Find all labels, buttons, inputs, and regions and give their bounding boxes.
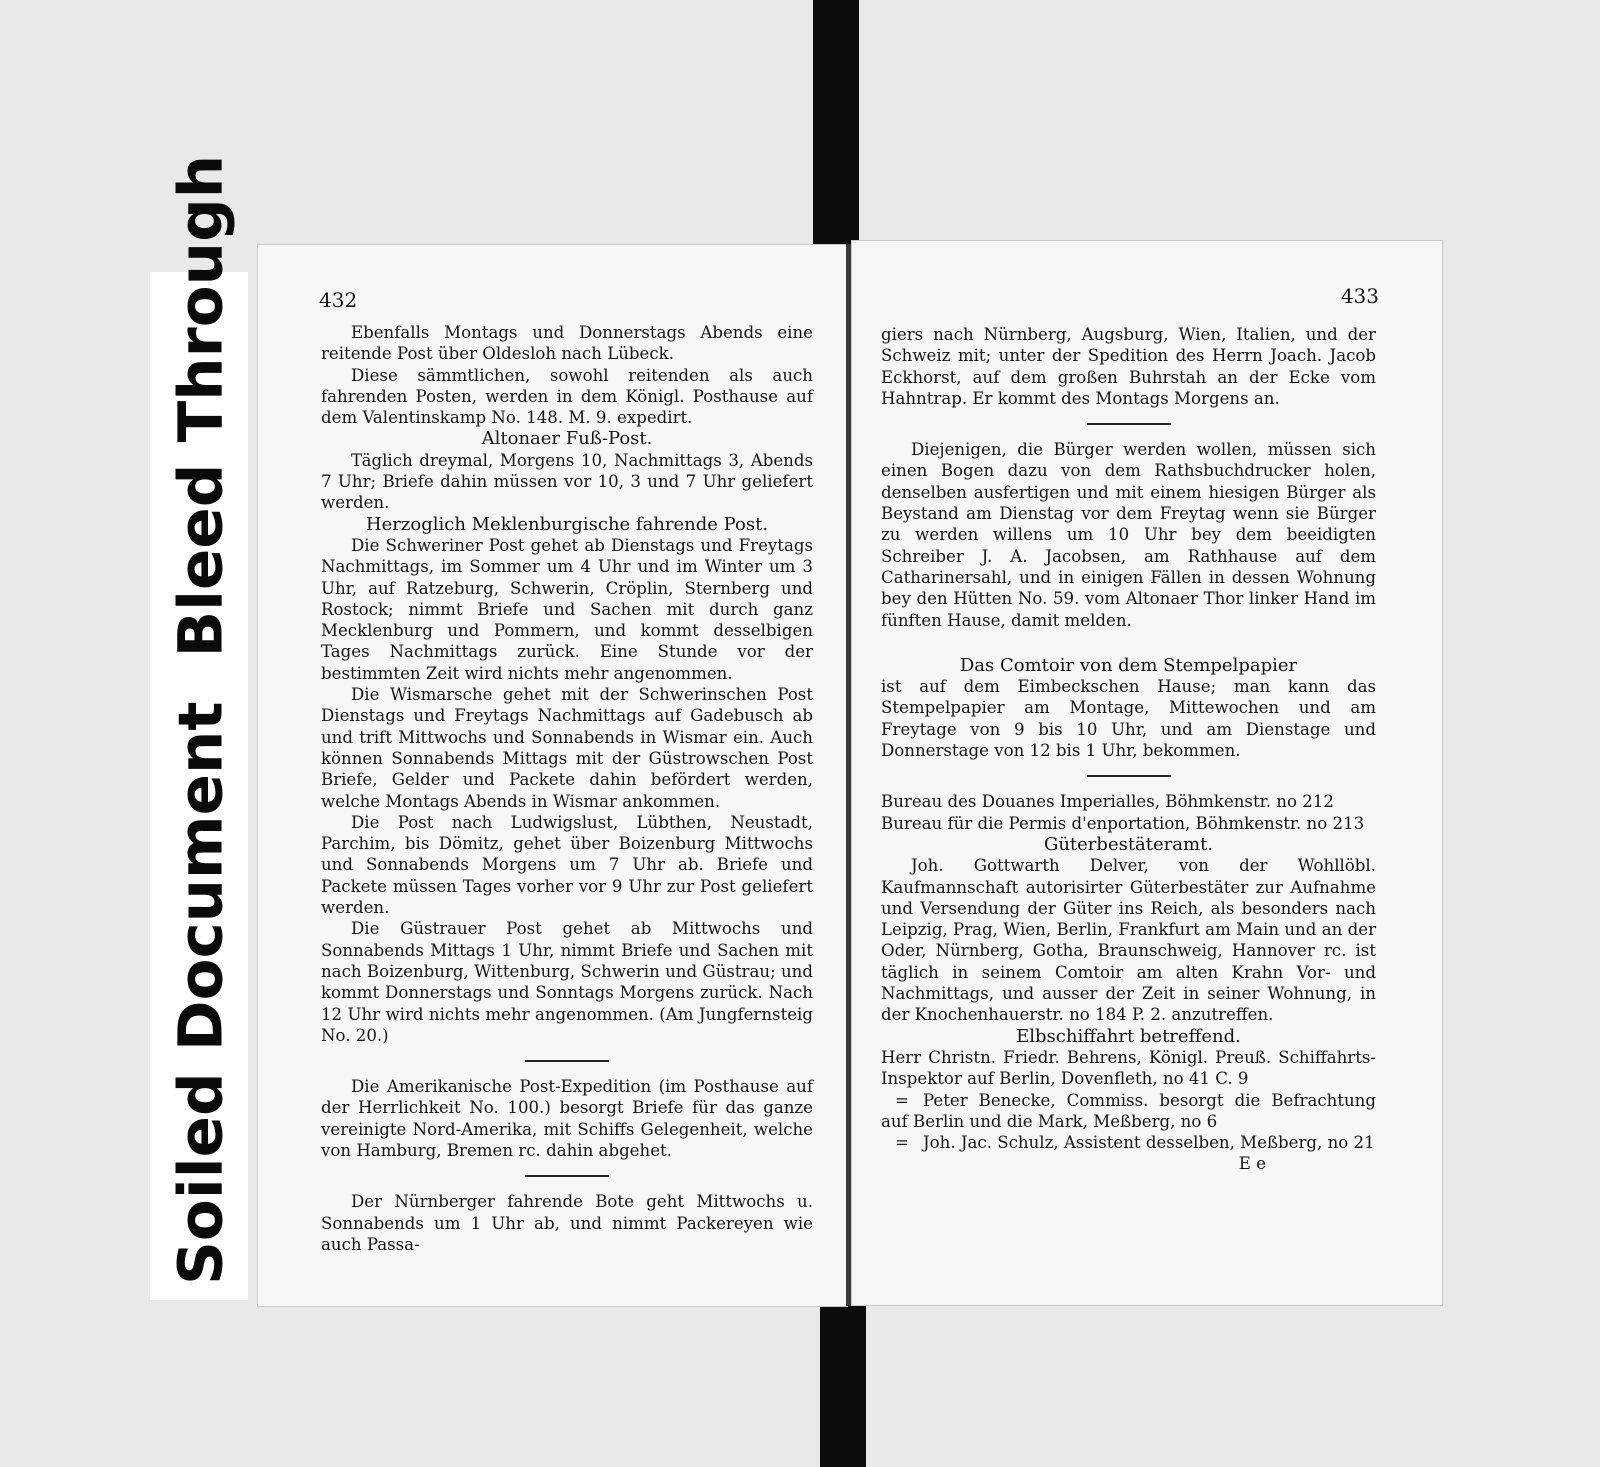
ditto-mark: = [895,1090,909,1110]
bureau-entry: Bureau des Douanes Imperialles, Böhmkenstr. no 212 [881,792,1334,812]
shipping-entry [881,1090,1376,1133]
section-heading: Altonaer Fuß-Post. [481,428,653,450]
shipping-entry-text: Peter Benecke, Commiss. besorgt die Befrachtung auf Berlin und die Mark, Meßberg, no 6 [881,1090,1376,1131]
page-number: 432 [319,288,358,312]
label-bleed-through: Bleed Through [165,154,237,658]
shipping-entry-text: Joh. Jac. Schulz, Assistent desselben, Meßberg, no 21 [923,1133,1375,1153]
section-heading: Das Comtoir von dem Stempelpapier [959,654,1298,676]
section-heading: Güterbestäteramt. [1043,833,1214,855]
document-condition-label [165,154,237,1285]
label-soiled-document: Soiled Document [165,701,237,1285]
left-page-text [321,322,813,1255]
section-divider [1087,423,1171,425]
ditto-mark: = [895,1133,909,1153]
paragraph: Diese sämmtlichen, sowohl reitenden als auch fahrenden Posten, werden in dem Königl. Posthause auf dem Valentinskamp No. 148. M. 9. expedirt. [321,365,813,428]
right-page-text [881,324,1376,1175]
paragraph: Diejenigen, die Bürger werden wollen, müssen sich einen Bogen dazu von dem Rathsbuchdrucker holen, denselben ausfertigen und mit einem hiesigen Bürger als Beystand am Dienstag vor dem Freytag wenn sie Bürger zu werden willens um 10 Uhr bey dem beeidigten Schreiber J. A. Jacobsen, am Rathhause auf dem Catharinersahl, und in einigen Fällen in dessen Wohnung bey den Hütten No. 59. vom Altonaer Thor linker Hand im fünften Hause, damit melden. [881,440,1376,630]
paragraph: Die Güstrauer Post gehet ab Mittwochs und Sonnabends Mittags 1 Uhr, nimmt Briefe und Sachen mit nach Boizenburg, Wittenburg, Schwerin und Güstrau; und kommt Donnerstags und Sonntags Morgens zurück. Nach 12 Uhr wird nichts mehr angenommen. (Am Jungfernsteig No. 20.) [321,919,813,1045]
signature-mark: E e [1238,1154,1266,1174]
left-page [257,244,848,1307]
section-heading: Herzoglich Meklenburgische fahrende Post. [365,513,769,535]
binding-clip-top [813,0,859,247]
shipping-entry: Herr Christn. Friedr. Behrens, Königl. Preuß. Schiffahrts-Inspektor auf Berlin, Dovenfleth, no 41 C. 9 [881,1047,1376,1089]
section-divider [1087,775,1171,777]
right-page [851,240,1443,1306]
page-number: 433 [1340,284,1379,308]
paragraph: Die Post nach Ludwigslust, Lübthen, Neustadt, Parchim, bis Dömitz, gehet über Boizenburg Mittwochs und Sonnabends Morgens um 7 Uhr ab. Briefe und Packete müssen Tages vorher vor 9 Uhr zur Post geliefert werden. [321,812,813,918]
paragraph: Die Amerikanische Post-Expedition (im Posthause auf der Herrlichkeit No. 100.) besorgt Briefe für das ganze vereinigte Nord-Amerika, mit Schiffs Gelegenheit, welche von Hamburg, Bremen rc. dahin abgehet. [321,1077,813,1160]
paragraph: Der Nürnberger fahrende Bote geht Mittwochs u. Sonnabends um 1 Uhr ab, und nimmt Packereyen wie auch Passa- [321,1192,813,1254]
paragraph: Die Wismarsche gehet mit der Schwerinschen Post Dienstags und Freytags Nachmittags auf Gadebusch ab und trift Mittwochs und Sonnabends in Wismar ein. Auch können Sonnabends Mittags mit der Güstrowschen Post Briefe, Gelder und Packete dahin befördert werden, welche Montags Abends in Wismar ankommen. [321,685,813,811]
paragraph: Täglich dreymal, Morgens 10, Nachmittags 3, Abends 7 Uhr; Briefe dahin müssen vor 10, 3 und 7 Uhr geliefert werden. [321,450,813,513]
paragraph: giers nach Nürnberg, Augsburg, Wien, Italien, und der Schweiz mit; unter der Spedition des Herrn Joach. Jacob Eckhorst, auf dem großen Buhrstah an der Ecke vom Hahntrap. Er kommt des Montags Morgens an. [881,325,1376,408]
binding-clip-bottom [820,1305,866,1467]
section-heading: Elbschiffahrt betreffend. [1016,1025,1241,1047]
paragraph: Joh. Gottwarth Delver, von der Wohllöbl. Kaufmannschaft autorisirter Güterbestäter zur Aufnahme und Versendung der Güter ins Reich, als besonders nach Leipzig, Prag, Wien, Berlin, Frankfurt am Main und an der Oder, Nürnberg, Gotha, Braunschweig, Hannover rc. ist täglich in seinem Comtoir am alten Krahn Vor- und Nachmittags, und ausser der Zeit in seiner Wohnung, in der Knochenhauerstr. no 184 P. 2. anzutreffen. [881,856,1376,1025]
section-divider [525,1060,609,1062]
paragraph: Die Schweriner Post gehet ab Dienstags und Freytags Nachmittags, im Sommer um 4 Uhr und im Winter um 3 Uhr, auf Ratzeburg, Schwerin, Cröplin, Sternberg und Rostock; nimmt Briefe und Sachen mit durch ganz Mecklenburg und Pommern, und kommt desselbigen Tages Nachmittags zurück. Eine Stunde vor der bestimmten Zeit wird nichts mehr angenommen. [321,535,813,683]
paragraph: ist auf dem Eimbeckschen Hause; man kann das Stempelpapier am Montage, Mittewochen und am Freytage von 9 bis 10 Uhr, und am Dienstage und Donnerstage von 12 bis 1 Uhr, bekommen. [881,677,1376,761]
section-divider [525,1175,609,1177]
paragraph: Ebenfalls Montags und Donnerstags Abends eine reitende Post über Oldesloh nach Lübeck. [321,323,813,364]
shipping-entry [881,1132,1376,1153]
bureau-entry: Bureau für die Permis d'enportation, Böhmkenstr. no 213 [881,813,1365,833]
